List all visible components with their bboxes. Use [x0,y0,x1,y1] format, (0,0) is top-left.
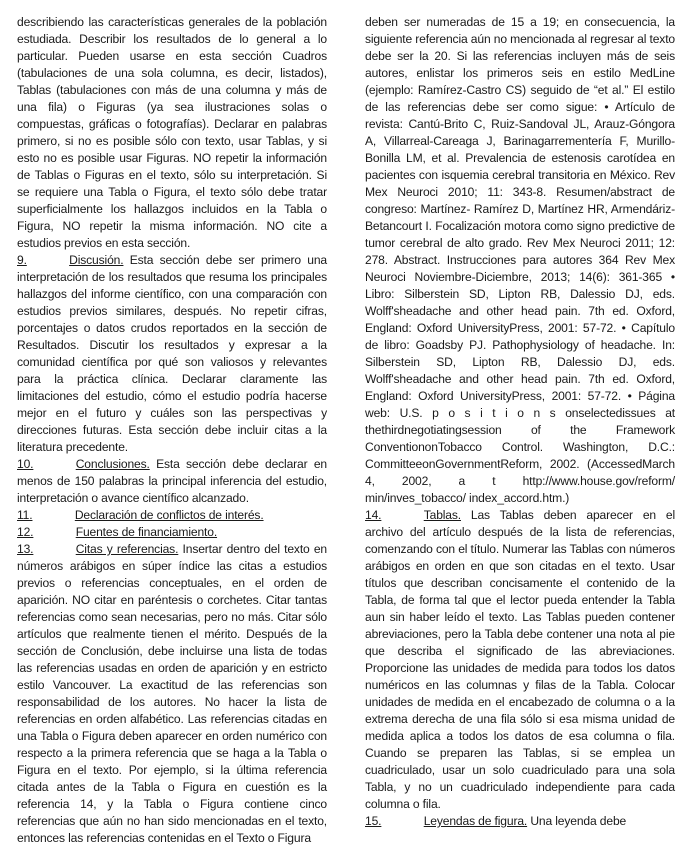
section-13-number: 13. [17,542,34,556]
section-12-heading [17,525,217,539]
section-11-conflicts [17,507,327,524]
section-14-body: Las Tablas deben aparecer en el archivo del artículo después de la lista de referencias, comenzando con el título. Numerar las Tablas con números arábigos en orden en que son citadas en el texto. Usar títulos que describan concisamente el contenido de la Tabla, de forma tal que el lector pueda entender la Tabla aun sin haber leído el texto. Las Tablas pueden contener abreviaciones, pero la Tabla debe contener una nota al pie que describa el significado de las abreviaciones. Proporcione las unidades de medida para todos los datos numéricos en las columnas y filas de la Tabla. Colocar unidades de medida en el encabezado de columna o a la extrema derecha de una fila sólo si esa misma unidad de medida aplica a todos los datos de esa columna o fila. Cuando se preparen las Tablas, si se emplea un cuadriculado, usar un solo cuadriculado para una sola Tabla, y no un cuadriculado independiente para cada columna o fila. [365,508,676,811]
section-12-funding [17,524,327,541]
section-15-number: 15. [365,814,382,828]
section-14-title: Tablas. [423,508,461,522]
section-11-number: 11. [17,508,33,522]
section-9-discussion [17,252,327,456]
section-9-heading [17,253,123,267]
section-15-body: Una leyenda debe [527,814,627,828]
section-14-heading [365,508,461,522]
section-12-title: Fuentes de financiamiento. [75,525,218,539]
references-continuation-paragraph [365,14,675,507]
section-12-number: 12. [17,525,34,539]
section-10-body: Esta sección debe declarar en menos de 150 palabras la principal inferencia del estudio, interpretación o avance científico alcanzado. [17,457,327,505]
section-15-figure-legends [365,813,675,830]
left-column [17,14,327,857]
right-column [365,14,675,857]
section-10-conclusions [17,456,327,507]
section-13-heading [17,542,178,556]
section-14-tables [365,507,675,813]
section-9-body: Esta sección debe ser primero una interpretación de los resultados que resuma los principales hallazgos del informe científico, con una comparación con estudios previos similares, después. No repetir cifras, porcentajes o datos crudos reportados en la sección de Resultados. Discutir los resultados y expresar a la comunidad científica por qué son valiosos y relevantes para la práctica clínica. Declarar claramente las limitaciones del estudio, cómo el estudio podría hacerse mejor en el futuro y cuáles son las perspectivas y direcciones futuras. Esta sección debe incluir citas a la literatura precedente. [17,253,327,454]
section-13-citations [17,541,327,847]
positions-spaced-word: p o s i t i o n s [432,406,556,420]
section-15-title: Leyendas de figura. [423,814,528,828]
section-10-number: 10. [17,457,34,471]
section-14-number: 14. [365,508,382,522]
section-11-heading [17,508,264,522]
section-11-title: Declaración de conflictos de interés. [74,508,264,522]
references-examples-text: deben ser numeradas de 15 a 19; en consecuencia, la siguiente referencia aún no mencionada al regresar al texto debe ser la 20. Si las referencias incluyen más de seis autores, enlistar los primeros seis en estilo MedLine (ejemplo: Ramírez-Castro CS) seguido de “et al.” El estilo de las referencias debe ser como sigue: • Artículo de revista: Cantú-Brito C, Ruiz-Sandoval JL, Arauz-Góngora A, Villarreal-Careaga J, Barinagarrementería F, Murillo-Bonilla LM, et al. Prevalencia de estenosis carotídea en pacientes con isquemia cerebral transitoria en México. Rev Mex Neuroci 2010; 11: 343-8. Resumen/abstract de congreso: Martínez- Ramírez D, Martínez HR, Armendáriz- Betancourt I. Focalización motora como signo predictive de tumor cerebral de alto grado. Rev Mex Neuroci 2011; 12: 278. Abstract. Instrucciones para autores 364 Rev Mex Neuroci Noviembre-Diciembre, 2013; 14(6): 361-365 • Libro: Silberstein SD, Lipton RB, Dalessio DJ, eds. Wolff'sheadache and other head pain. 7th ed. Oxford, England: Oxford UniversityPress, 2001: 57-72. • Capítulo de libro: Goadsby PJ. Pathophysiology of headache. In: Silberstein SD, Lipton RB, Dalessio DJ, eds. Wolff'sheadache and other head pain. 7th ed. Oxford, England: Oxford UniversityPress, 2001: 57-72. • Página web: U.S. [365,15,675,420]
section-9-number: 9. [17,253,27,267]
results-continuation-paragraph: describiendo las características generales de la población estudiada. Describir los resultados de lo general a lo particular. Pueden usarse en esta sección Cuadros (tabulaciones de una sola columna, es decir, listados), Tablas (tabulaciones con más de una columna y más de una fila) o Figuras (ya sea ilustraciones solas o compuestas, gráficas o fotografías). Declarar en palabras primero, si no es posible sólo con texto, usar Tablas, y si esto no es posible usar Figuras. NO repetir la información de Tablas o Figuras en el texto, sólo su interpretación. Si se requiere una Tabla o Figura, el texto sólo debe tratar superficialmente los hallazgos incluidos en la Tabla o Figura, NO repetir la misma información. NO cite a estudios previos en esta sección. [17,15,327,250]
web-reference-text: onselectedissues at thethirdnegotiatingsession of the Framework ConventiononTobacco Control. Washington, D.C.: CommitteeonGovernmentReform, 2002. (AccessedMarch 4, 2002, a t http://www.house.gov/reform/ min/inves_tobacco/ index_accord.htm.) [365,406,676,505]
section-13-body: Insertar dentro del texto en números arábigos en súper índice las citas a estudios previos o referencias conceptuales, en el orden de aparición. NO citar en paréntesis o corchetes. Citar tantas referencias como sean necesarias, pero no más. Citar sólo artículos que realmente tienen el mérito. Después de la sección de Conclusión, debe incluirse una lista de todas las referencias usadas en orden de aparición y en estricto estilo Vancouver. La exactitud de las referencias son responsabilidad de los autores. No hacer la lista de referencias en orden alfabético. Las referencias citadas en una Tabla o Figura deben aparecer en orden numérico con respecto a la primera referencia que se haga a la Tabla o Figura en el texto. Por ejemplo, si la última referencia citada antes de la Tabla o Figura en cuestión es la referencia 14, y la Tabla o Figura contiene cinco referencias que aún no han sido mencionadas en el texto, entonces las referencias contenidas en el Texto o Figura [17,542,327,845]
section-13-title: Citas y referencias. [75,542,179,556]
section-10-title: Conclusiones. [75,457,150,471]
section-9-title: Discusión. [69,253,124,267]
section-10-heading [17,457,150,471]
section-15-heading [365,814,527,828]
